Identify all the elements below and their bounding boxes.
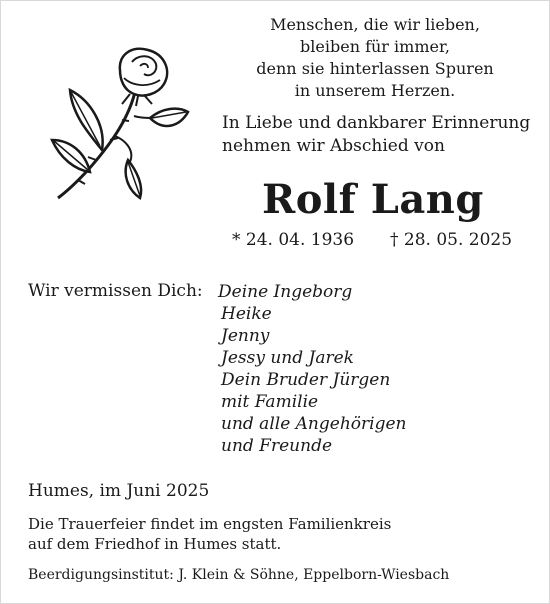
mourners-label: Wir vermissen Dich: <box>28 281 203 301</box>
poem-line: in unserem Herzen. <box>294 81 456 100</box>
mourners-list <box>218 281 406 457</box>
poem-line: denn sie hinterlassen Spuren <box>256 59 494 78</box>
poem-line: Menschen, die wir lieben, <box>270 15 480 34</box>
rose-icon <box>40 40 200 210</box>
intro-line: nehmen wir Abschied von <box>222 136 445 156</box>
mourner-name: Jessy und Jarek <box>221 348 354 368</box>
deceased-name: Rolf Lang <box>262 176 484 223</box>
mourner-name: Deine Ingeborg <box>218 282 353 302</box>
birth-date: * 24. 04. 1936 <box>232 230 355 250</box>
death-date: † 28. 05. 2025 <box>390 230 513 250</box>
place-and-date: Humes, im Juni 2025 <box>28 481 210 501</box>
memorial-poem <box>215 14 535 102</box>
mourner-name: Dein Bruder Jürgen <box>221 370 391 390</box>
poem-line: bleiben für immer, <box>300 37 450 56</box>
intro-line: In Liebe und dankbarer Erinnerung <box>222 113 531 133</box>
mourner-name: Jenny <box>221 326 270 346</box>
funeral-line: Die Trauerfeier findet im engsten Familienkreis <box>28 515 392 533</box>
funeral-line: auf dem Friedhof in Humes statt. <box>28 535 282 553</box>
funeral-notice <box>28 514 391 554</box>
undertaker-info: Beerdigungsinstitut: J. Klein & Söhne, Eppelborn-Wiesbach <box>28 567 450 583</box>
mourner-name: und alle Angehörigen <box>221 414 407 434</box>
farewell-intro <box>222 112 542 158</box>
mourner-name: Heike <box>221 304 272 324</box>
mourner-name: mit Familie <box>221 392 319 412</box>
mourner-name: und Freunde <box>221 436 333 456</box>
